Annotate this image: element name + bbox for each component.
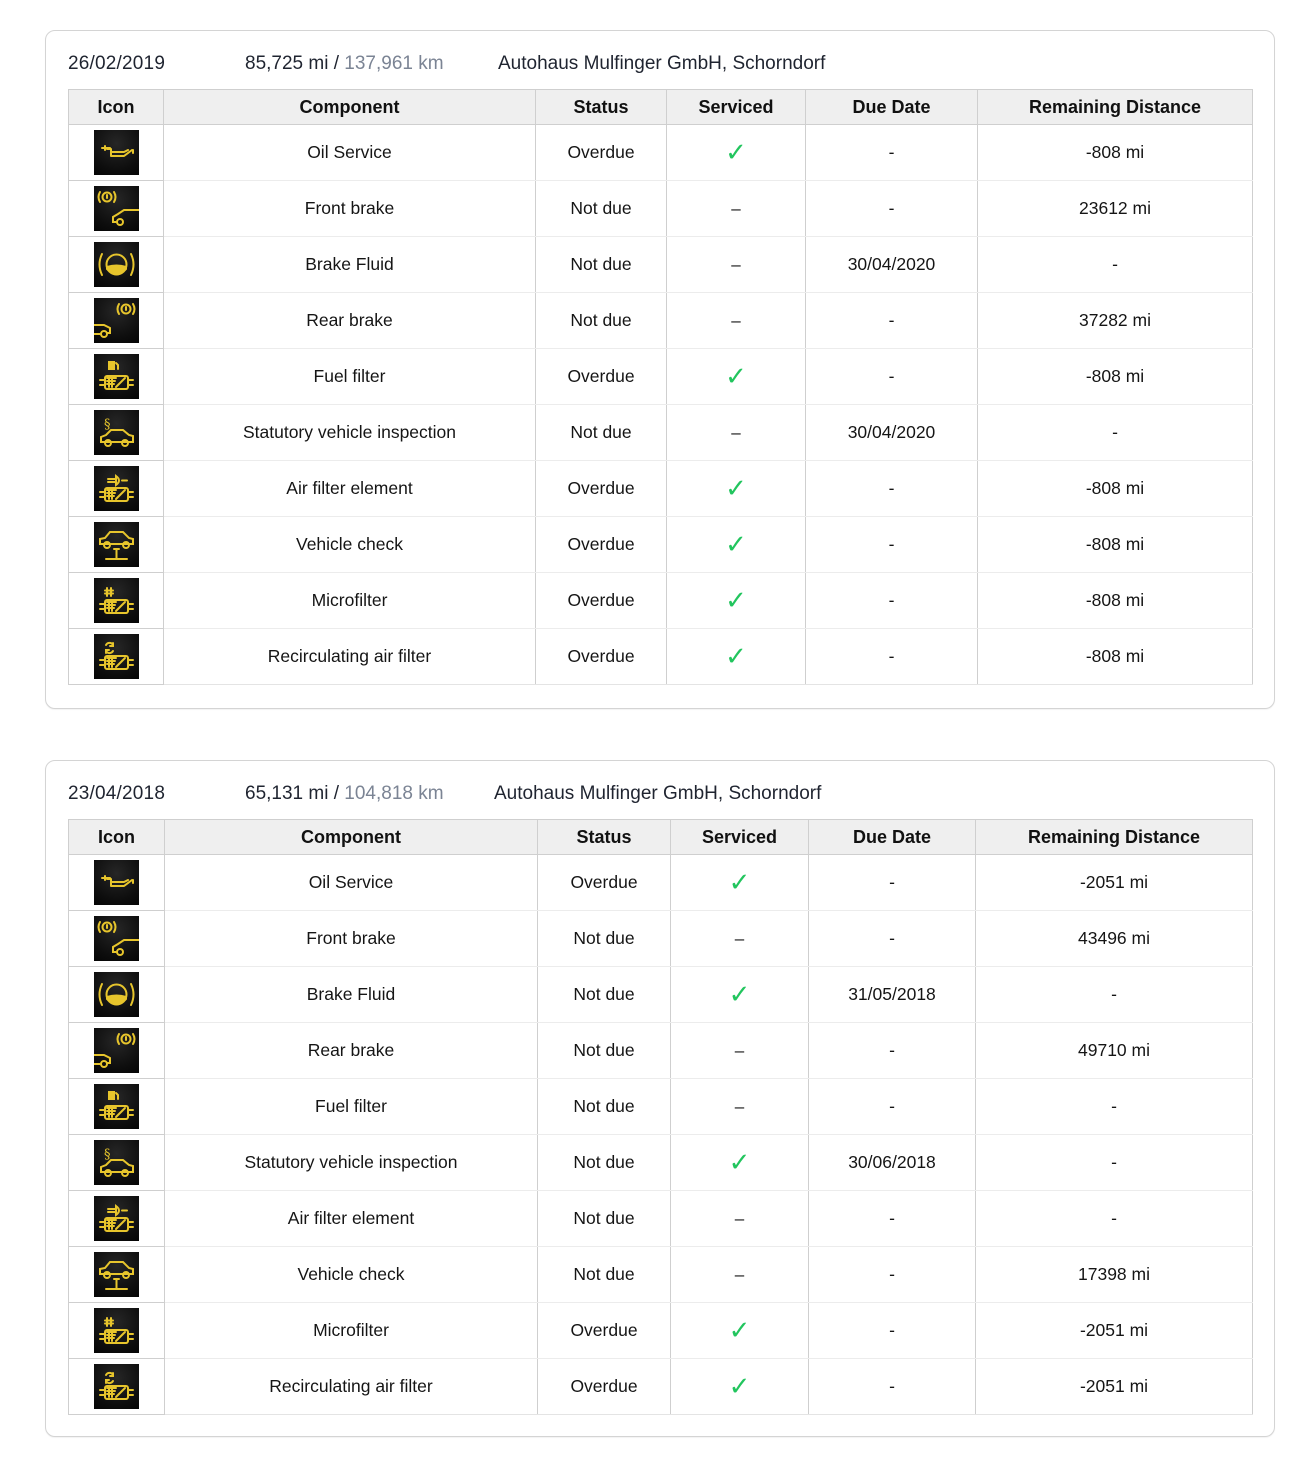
table-row — [69, 293, 1253, 349]
component-name: Vehicle check — [165, 1247, 538, 1303]
remaining-distance: - — [978, 405, 1253, 461]
brake-fluid-icon — [94, 972, 139, 1017]
remaining-distance: 37282 mi — [978, 293, 1253, 349]
icon-cell — [69, 855, 165, 911]
mileage-km: 137,961 km — [344, 53, 444, 74]
checkmark-icon: ✓ — [728, 1315, 751, 1346]
serviced-cell — [667, 573, 806, 629]
column-header-icon: Icon — [69, 820, 165, 855]
checkmark-icon: ✓ — [725, 641, 747, 672]
component-name: Microfilter — [164, 573, 536, 629]
table-row — [69, 461, 1253, 517]
status-text: Not due — [538, 911, 671, 967]
checkmark-icon: ✓ — [725, 361, 747, 392]
table-row — [69, 405, 1253, 461]
table-row — [69, 237, 1253, 293]
table-row — [69, 573, 1253, 629]
remaining-distance: -808 mi — [978, 573, 1253, 629]
mileage-miles: 85,725 mi — [245, 53, 329, 74]
component-name: Rear brake — [164, 293, 536, 349]
oil-can-icon — [94, 130, 139, 175]
checkmark-icon: ✓ — [725, 137, 747, 168]
checkmark-icon: ✓ — [728, 1147, 751, 1178]
serviced-cell — [671, 1135, 809, 1191]
icon-cell — [69, 293, 164, 349]
column-header-component: Component — [165, 820, 538, 855]
due-date: - — [806, 349, 978, 405]
serviced-cell — [667, 629, 806, 685]
component-name: Front brake — [164, 181, 536, 237]
due-date: - — [806, 461, 978, 517]
remaining-distance: - — [976, 1191, 1253, 1247]
service-date: 26/02/2019 — [68, 53, 166, 74]
column-header-due-date: Due Date — [809, 820, 976, 855]
due-date: - — [809, 1359, 976, 1415]
serviced-dash: – — [734, 1097, 745, 1116]
service-table — [68, 89, 1253, 685]
status-text: Not due — [536, 405, 667, 461]
table-row — [69, 1359, 1253, 1415]
serviced-cell — [667, 125, 806, 181]
rear-brake-icon — [94, 1028, 139, 1073]
service-table — [68, 819, 1253, 1415]
due-date: - — [809, 855, 976, 911]
icon-cell — [69, 1023, 165, 1079]
serviced-dash: – — [734, 1041, 745, 1060]
table-row — [69, 181, 1253, 237]
serviced-cell — [671, 1023, 809, 1079]
remaining-distance: -808 mi — [978, 461, 1253, 517]
status-text: Not due — [538, 1023, 671, 1079]
remaining-distance: -2051 mi — [976, 855, 1253, 911]
icon-cell — [69, 517, 164, 573]
due-date: - — [809, 1023, 976, 1079]
due-date: 30/04/2020 — [806, 237, 978, 293]
serviced-cell — [671, 967, 809, 1023]
table-row — [69, 1303, 1253, 1359]
due-date: - — [806, 517, 978, 573]
serviced-dash: – — [731, 255, 741, 274]
component-name: Oil Service — [164, 125, 536, 181]
microfilter-icon — [94, 578, 139, 623]
svg-text:§: § — [103, 417, 110, 432]
dealer-name: Autohaus Mulfinger GmbH, Schorndorf — [498, 53, 826, 74]
component-name: Vehicle check — [164, 517, 536, 573]
icon-cell — [69, 967, 165, 1023]
remaining-distance: 23612 mi — [978, 181, 1253, 237]
remaining-distance: -808 mi — [978, 349, 1253, 405]
table-row — [69, 1191, 1253, 1247]
table-row — [69, 125, 1253, 181]
status-text: Overdue — [538, 1359, 671, 1415]
service-mileage — [245, 783, 444, 805]
due-date: - — [809, 911, 976, 967]
column-header-status: Status — [536, 90, 667, 125]
serviced-cell — [667, 405, 806, 461]
component-name: Rear brake — [165, 1023, 538, 1079]
mileage-miles: 65,131 mi — [245, 783, 329, 804]
serviced-cell — [667, 461, 806, 517]
serviced-dash: – — [734, 929, 745, 948]
recirculating-filter-icon — [94, 1364, 139, 1409]
status-text: Overdue — [536, 461, 667, 517]
status-text: Overdue — [536, 573, 667, 629]
remaining-distance: - — [976, 967, 1253, 1023]
table-row — [69, 911, 1253, 967]
remaining-distance: 17398 mi — [976, 1247, 1253, 1303]
icon-cell — [69, 237, 164, 293]
table-row — [69, 1079, 1253, 1135]
icon-cell — [69, 349, 164, 405]
remaining-distance: 43496 mi — [976, 911, 1253, 967]
due-date: - — [809, 1079, 976, 1135]
remaining-distance: - — [978, 237, 1253, 293]
due-date: - — [806, 181, 978, 237]
column-header-component: Component — [164, 90, 536, 125]
icon-cell — [69, 1359, 165, 1415]
column-header-due-date: Due Date — [806, 90, 978, 125]
icon-cell — [69, 181, 164, 237]
service-record-card — [45, 30, 1275, 709]
component-name: Brake Fluid — [165, 967, 538, 1023]
mileage-separator: / — [328, 53, 345, 74]
serviced-cell — [667, 293, 806, 349]
due-date: - — [809, 1303, 976, 1359]
due-date: 30/06/2018 — [809, 1135, 976, 1191]
checkmark-icon: ✓ — [725, 473, 747, 504]
component-name: Oil Service — [165, 855, 538, 911]
vehicle-check-icon — [94, 1252, 139, 1297]
icon-cell — [69, 461, 164, 517]
table-row — [69, 349, 1253, 405]
component-name: Air filter element — [164, 461, 536, 517]
icon-cell — [69, 573, 164, 629]
status-text: Overdue — [538, 1303, 671, 1359]
service-record-card — [45, 760, 1275, 1437]
remaining-distance: - — [976, 1135, 1253, 1191]
status-text: Not due — [538, 1191, 671, 1247]
due-date: - — [806, 573, 978, 629]
vehicle-inspection-icon — [94, 1140, 139, 1185]
due-date: - — [806, 125, 978, 181]
component-name: Fuel filter — [164, 349, 536, 405]
table-row — [69, 629, 1253, 685]
checkmark-icon: ✓ — [728, 1371, 751, 1402]
serviced-cell — [667, 517, 806, 573]
service-date: 23/04/2018 — [68, 783, 166, 804]
table-row — [69, 967, 1253, 1023]
serviced-cell — [671, 1079, 809, 1135]
serviced-cell — [667, 181, 806, 237]
due-date: - — [806, 293, 978, 349]
serviced-dash: – — [731, 423, 741, 442]
fuel-filter-icon — [94, 1084, 139, 1129]
front-brake-icon — [94, 186, 139, 231]
serviced-cell — [667, 349, 806, 405]
column-header-serviced: Serviced — [667, 90, 806, 125]
serviced-dash: – — [734, 1265, 745, 1284]
microfilter-icon — [94, 1308, 139, 1353]
table-row — [69, 855, 1253, 911]
fuel-filter-icon — [94, 354, 139, 399]
remaining-distance: -2051 mi — [976, 1303, 1253, 1359]
serviced-cell — [671, 1303, 809, 1359]
status-text: Overdue — [536, 517, 667, 573]
checkmark-icon: ✓ — [725, 529, 747, 560]
recirculating-filter-icon — [94, 634, 139, 679]
serviced-cell — [671, 911, 809, 967]
component-name: Brake Fluid — [164, 237, 536, 293]
status-text: Overdue — [538, 855, 671, 911]
brake-fluid-icon — [94, 242, 139, 287]
status-text: Not due — [538, 967, 671, 1023]
table-row — [69, 1247, 1253, 1303]
serviced-dash: – — [731, 311, 741, 330]
status-text: Not due — [538, 1247, 671, 1303]
component-name: Microfilter — [165, 1303, 538, 1359]
column-header-icon: Icon — [69, 90, 164, 125]
due-date: - — [809, 1247, 976, 1303]
front-brake-icon — [94, 916, 139, 961]
status-text: Overdue — [536, 125, 667, 181]
service-mileage — [245, 53, 444, 75]
air-filter-icon — [94, 466, 139, 511]
oil-can-icon — [94, 860, 139, 905]
table-header-row — [69, 820, 1253, 855]
component-name: Recirculating air filter — [164, 629, 536, 685]
icon-cell — [69, 1191, 165, 1247]
serviced-dash: – — [734, 1209, 745, 1228]
remaining-distance: -808 mi — [978, 517, 1253, 573]
remaining-distance: -2051 mi — [976, 1359, 1253, 1415]
mileage-separator: / — [328, 783, 345, 804]
table-row — [69, 517, 1253, 573]
remaining-distance: - — [976, 1079, 1253, 1135]
checkmark-icon: ✓ — [728, 979, 751, 1010]
remaining-distance: -808 mi — [978, 629, 1253, 685]
status-text: Not due — [538, 1079, 671, 1135]
icon-cell — [69, 629, 164, 685]
serviced-cell — [671, 1247, 809, 1303]
due-date: 31/05/2018 — [809, 967, 976, 1023]
dealer-name: Autohaus Mulfinger GmbH, Schorndorf — [494, 783, 822, 804]
component-name: Recirculating air filter — [165, 1359, 538, 1415]
column-header-status: Status — [538, 820, 671, 855]
remaining-distance: -808 mi — [978, 125, 1253, 181]
icon-cell — [69, 405, 164, 461]
icon-cell — [69, 1303, 165, 1359]
due-date: - — [809, 1191, 976, 1247]
table-header-row — [69, 90, 1253, 125]
component-name: Statutory vehicle inspection — [164, 405, 536, 461]
icon-cell — [69, 1079, 165, 1135]
status-text: Overdue — [536, 629, 667, 685]
component-name: Front brake — [165, 911, 538, 967]
icon-cell — [69, 125, 164, 181]
serviced-cell — [667, 237, 806, 293]
component-name: Air filter element — [165, 1191, 538, 1247]
vehicle-inspection-icon — [94, 410, 139, 455]
column-header-serviced: Serviced — [671, 820, 809, 855]
status-text: Not due — [538, 1135, 671, 1191]
vehicle-check-icon — [94, 522, 139, 567]
rear-brake-icon — [94, 298, 139, 343]
column-header-remaining-distance: Remaining Distance — [976, 820, 1253, 855]
status-text: Not due — [536, 181, 667, 237]
table-row — [69, 1023, 1253, 1079]
checkmark-icon: ✓ — [725, 585, 747, 616]
table-row — [69, 1135, 1253, 1191]
serviced-cell — [671, 1191, 809, 1247]
status-text: Not due — [536, 293, 667, 349]
serviced-cell — [671, 855, 809, 911]
serviced-cell — [671, 1359, 809, 1415]
status-text: Not due — [536, 237, 667, 293]
component-name: Fuel filter — [165, 1079, 538, 1135]
icon-cell — [69, 1247, 165, 1303]
remaining-distance: 49710 mi — [976, 1023, 1253, 1079]
component-name: Statutory vehicle inspection — [165, 1135, 538, 1191]
icon-cell — [69, 1135, 165, 1191]
serviced-dash: – — [731, 199, 741, 218]
due-date: - — [806, 629, 978, 685]
status-text: Overdue — [536, 349, 667, 405]
column-header-remaining-distance: Remaining Distance — [978, 90, 1253, 125]
svg-text:§: § — [104, 1147, 111, 1162]
due-date: 30/04/2020 — [806, 405, 978, 461]
icon-cell — [69, 911, 165, 967]
checkmark-icon: ✓ — [728, 867, 751, 898]
air-filter-icon — [94, 1196, 139, 1241]
mileage-km: 104,818 km — [344, 783, 444, 804]
